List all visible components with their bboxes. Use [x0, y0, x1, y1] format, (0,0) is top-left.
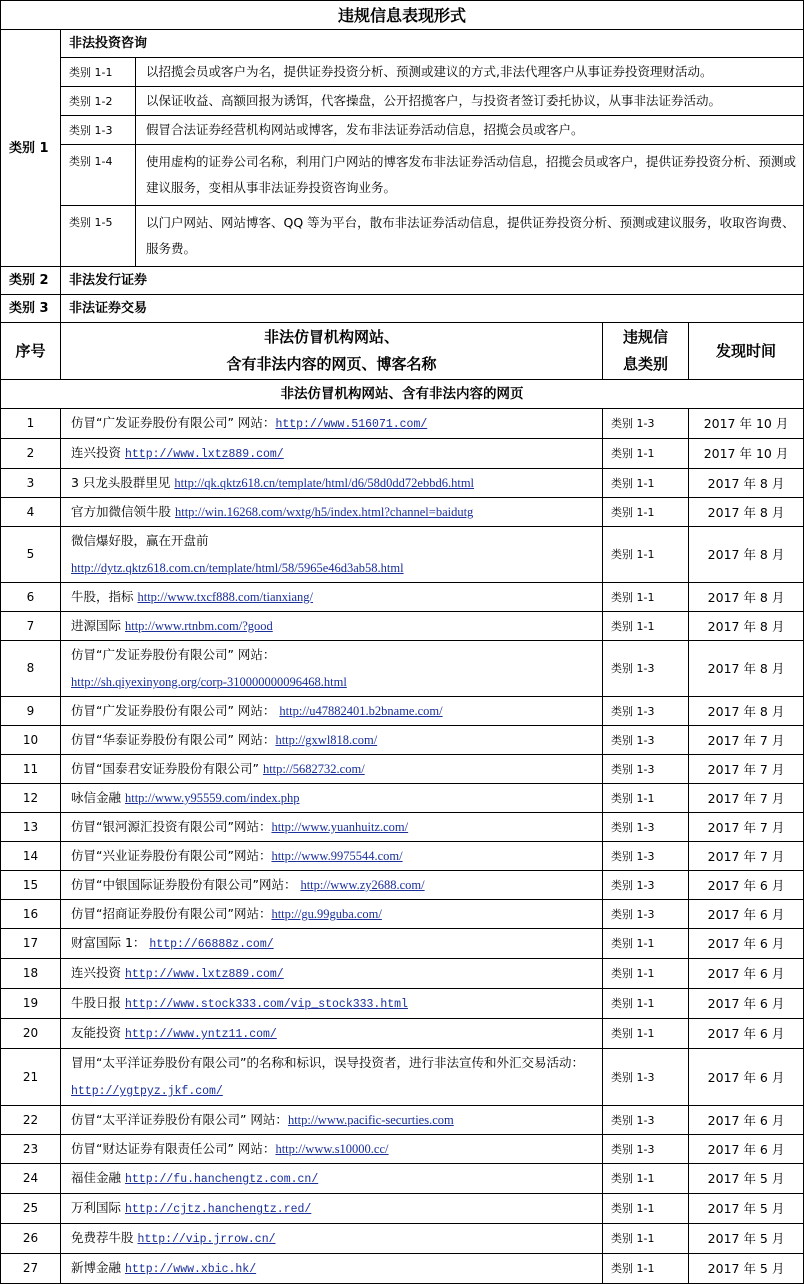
discovery-date: 2017 年 7 月 [689, 784, 804, 813]
site-name-cell [61, 755, 603, 784]
column-header-name-line2: 含有非法内容的网页、博客名称 [226, 355, 437, 373]
table-row [1, 929, 804, 959]
site-name-cell [61, 527, 603, 583]
discovery-date: 2017 年 6 月 [689, 1049, 804, 1106]
table-row [1, 1019, 804, 1049]
site-url-link[interactable]: http://dytz.qktz618.com.cn/template/html/58/5965e46d3ab58.html [71, 561, 404, 575]
table-row [1, 842, 804, 871]
site-name: 仿冒“广发证券股份有限公司” 网站： [71, 703, 280, 718]
site-url-link[interactable]: http://gxwl818.com/ [275, 733, 378, 747]
site-url-link[interactable]: http://www.rtnbm.com/?good [124, 619, 273, 633]
row-number: 27 [1, 1254, 61, 1284]
violation-type: 类别 1-3 [603, 1106, 689, 1135]
site-name-cell [61, 1254, 603, 1284]
row-number: 3 [1, 469, 61, 498]
site-url-link[interactable]: http://vip.jrrow.cn/ [137, 1233, 276, 1246]
violation-type: 类别 1-1 [603, 959, 689, 989]
discovery-date: 2017 年 10 月 [689, 409, 804, 439]
site-name-cell [61, 1049, 603, 1106]
violation-type: 类别 1-3 [603, 726, 689, 755]
site-name-cell [61, 726, 603, 755]
discovery-date: 2017 年 6 月 [689, 959, 804, 989]
violation-type: 类别 1-1 [603, 929, 689, 959]
column-header-seq: 序号 [1, 323, 61, 380]
site-name: 连兴投资 [71, 965, 125, 980]
discovery-date: 2017 年 5 月 [689, 1254, 804, 1284]
row-number: 9 [1, 697, 61, 726]
table-row [1, 1106, 804, 1135]
site-url-link[interactable]: http://www.xbic.hk/ [124, 1263, 257, 1276]
site-name-cell [61, 612, 603, 641]
site-url-link[interactable]: http://gu.99guba.com/ [271, 907, 382, 921]
row-number: 8 [1, 641, 61, 697]
table-row [1, 813, 804, 842]
discovery-date: 2017 年 5 月 [689, 1164, 804, 1194]
site-name-cell [61, 641, 603, 697]
violation-type: 类别 1-3 [603, 871, 689, 900]
column-header-type [603, 323, 689, 380]
site-name: 连兴投资 [71, 445, 125, 460]
column-header-type-line1: 违规信 [622, 328, 668, 346]
subcategory-description: 以招揽会员或客户为名，提供证券投资分析、预测或建议的方式,非法代理客户从事证券投资理财活动。 [136, 58, 804, 87]
discovery-date: 2017 年 8 月 [689, 527, 804, 583]
violation-type: 类别 1-3 [603, 1049, 689, 1106]
category-2-label: 类别 2 [1, 267, 61, 295]
site-url-link[interactable]: http://qk.qktz618.cn/template/html/d6/58d0dd72ebbd6.html [174, 476, 475, 490]
site-name-cell [61, 1019, 603, 1049]
row-number: 11 [1, 755, 61, 784]
violation-type: 类别 1-1 [603, 1254, 689, 1284]
violation-type: 类别 1-1 [603, 439, 689, 469]
discovery-date: 2017 年 8 月 [689, 583, 804, 612]
discovery-date: 2017 年 8 月 [689, 469, 804, 498]
violation-type: 类别 1-1 [603, 1194, 689, 1224]
site-url-link[interactable]: http://ygtpyz.jkf.com/ [71, 1085, 223, 1098]
violation-type: 类别 1-3 [603, 755, 689, 784]
category-3-label: 类别 3 [1, 295, 61, 323]
row-number: 7 [1, 612, 61, 641]
table-row [1, 755, 804, 784]
discovery-date: 2017 年 7 月 [689, 726, 804, 755]
subcategory-code: 类别 1-2 [61, 87, 136, 116]
site-name: 仿冒“招商证券股份有限公司”网站： [71, 906, 272, 921]
violation-type: 类别 1-3 [603, 842, 689, 871]
site-url-link[interactable]: http://www.lxtz889.com/ [124, 448, 284, 461]
site-name: 仿冒“国泰君安证券股份有限公司” [71, 761, 263, 776]
discovery-date: 2017 年 6 月 [689, 989, 804, 1019]
site-name-cell [61, 842, 603, 871]
subcategory-description: 以门户网站、网站博客、QQ 等为平台，散布非法证券活动信息，提供证券投资分析、预测或建议服务，收取咨询费、服务费。 [136, 206, 804, 267]
table-row [1, 871, 804, 900]
violation-type: 类别 1-3 [603, 900, 689, 929]
site-url-link[interactable]: http://www.s10000.cc/ [275, 1142, 389, 1156]
site-name: 仿冒“中银国际证券股份有限公司”网站： [71, 877, 301, 892]
row-number: 22 [1, 1106, 61, 1135]
violation-type: 类别 1-1 [603, 1019, 689, 1049]
table-row [1, 527, 804, 583]
site-name: 进源国际 [71, 618, 125, 633]
violation-type: 类别 1-1 [603, 1224, 689, 1254]
row-number: 10 [1, 726, 61, 755]
site-name-cell [61, 871, 603, 900]
site-url-link[interactable]: http://www.yuanhuitz.com/ [271, 820, 409, 834]
table-row [1, 583, 804, 612]
site-name-cell [61, 813, 603, 842]
row-number: 17 [1, 929, 61, 959]
violation-type: 类别 1-1 [603, 1164, 689, 1194]
site-url-link[interactable]: http://fu.hanchengtz.com.cn/ [124, 1173, 319, 1186]
violation-type: 类别 1-1 [603, 498, 689, 527]
site-name: 官方加微信领牛股 [71, 504, 175, 519]
table-row [1, 409, 804, 439]
site-name-cell [61, 959, 603, 989]
site-name-cell [61, 409, 603, 439]
site-name-cell [61, 583, 603, 612]
row-number: 14 [1, 842, 61, 871]
site-name-cell [61, 1164, 603, 1194]
subcategory-description: 以保证收益、高额回报为诱饵，代客操盘，公开招揽客户，与投资者签订委托协议，从事非法证券活动。 [136, 87, 804, 116]
discovery-date: 2017 年 5 月 [689, 1194, 804, 1224]
site-url-link[interactable]: http://www.pacific-securties.com [287, 1113, 454, 1127]
table-row [1, 439, 804, 469]
site-url-link[interactable]: http://www.9975544.com/ [271, 849, 403, 863]
table-row [1, 784, 804, 813]
discovery-date: 2017 年 6 月 [689, 1019, 804, 1049]
discovery-date: 2017 年 8 月 [689, 612, 804, 641]
subcategory-code: 类别 1-1 [61, 58, 136, 87]
site-url-link[interactable]: http://66888z.com/ [149, 938, 274, 951]
table-row [1, 1135, 804, 1164]
violation-type: 类别 1-3 [603, 697, 689, 726]
row-number: 12 [1, 784, 61, 813]
table-row [1, 726, 804, 755]
site-name-cell [61, 1224, 603, 1254]
site-name: 仿冒“兴业证券股份有限公司”网站： [71, 848, 272, 863]
discovery-date: 2017 年 5 月 [689, 1224, 804, 1254]
site-name: 仿冒“银河源汇投资有限公司”网站： [71, 819, 272, 834]
site-url-link[interactable]: http://www.stock333.com/vip_stock333.html [124, 998, 408, 1011]
discovery-date: 2017 年 8 月 [689, 498, 804, 527]
site-url-link[interactable]: http://www.txcf888.com/tianxiang/ [137, 590, 314, 604]
site-name-cell [61, 469, 603, 498]
site-name: 仿冒“华泰证券股份有限公司” 网站： [71, 732, 276, 747]
table-row [1, 697, 804, 726]
discovery-date: 2017 年 10 月 [689, 439, 804, 469]
category-2-heading: 非法发行证券 [61, 267, 804, 295]
site-name: 万利国际 [71, 1200, 125, 1215]
table-row [1, 612, 804, 641]
site-url-link[interactable]: http://win.16268.com/wxtg/h5/index.html?channel=baidutg [174, 505, 474, 519]
discovery-date: 2017 年 7 月 [689, 842, 804, 871]
violation-type: 类别 1-1 [603, 469, 689, 498]
violation-type: 类别 1-1 [603, 583, 689, 612]
table-row [1, 1254, 804, 1284]
table-row [1, 498, 804, 527]
row-number: 18 [1, 959, 61, 989]
site-name: 免费荐牛股 [71, 1230, 138, 1245]
row-number: 21 [1, 1049, 61, 1106]
row-number: 6 [1, 583, 61, 612]
violation-type: 类别 1-3 [603, 813, 689, 842]
site-name-cell [61, 989, 603, 1019]
site-url-link[interactable]: http://5682732.com/ [262, 762, 365, 776]
row-number: 1 [1, 409, 61, 439]
site-name: 仿冒“广发证券股份有限公司” 网站： [71, 647, 276, 662]
row-number: 25 [1, 1194, 61, 1224]
site-name: 牛股日报 [71, 995, 125, 1010]
table-row [1, 1164, 804, 1194]
site-name: 友能投资 [71, 1025, 125, 1040]
table-row [1, 1194, 804, 1224]
row-number: 5 [1, 527, 61, 583]
row-number: 26 [1, 1224, 61, 1254]
site-name: 福佳金融 [71, 1170, 125, 1185]
site-name: 仿冒“财达证券有限责任公司” 网站： [71, 1141, 276, 1156]
table-row [1, 1049, 804, 1106]
violation-type: 类别 1-3 [603, 641, 689, 697]
site-name: 牛股，指标 [71, 589, 138, 604]
column-header-name [61, 323, 603, 380]
table-row [1, 900, 804, 929]
subcategory-code: 类别 1-3 [61, 116, 136, 145]
category-1-label: 类别 1 [1, 30, 61, 267]
site-name-cell [61, 784, 603, 813]
discovery-date: 2017 年 8 月 [689, 697, 804, 726]
site-name-cell [61, 900, 603, 929]
site-name: 微信爆好股，赢在开盘前 [71, 533, 209, 548]
row-number: 20 [1, 1019, 61, 1049]
site-name-cell [61, 439, 603, 469]
violation-type: 类别 1-3 [603, 409, 689, 439]
site-name: 3 只龙头股群里见 [71, 475, 175, 490]
site-url-link[interactable]: http://sh.qiyexinyong.org/corp-310000000096468.html [71, 675, 347, 689]
discovery-date: 2017 年 7 月 [689, 813, 804, 842]
site-name: 咏信金融 [71, 790, 125, 805]
violation-type: 类别 1-3 [603, 1135, 689, 1164]
site-name-cell [61, 929, 603, 959]
site-url-link[interactable]: http://www.y95559.com/index.php [124, 791, 300, 805]
table-row [1, 641, 804, 697]
site-name-cell [61, 498, 603, 527]
violation-type: 类别 1-1 [603, 989, 689, 1019]
discovery-date: 2017 年 7 月 [689, 755, 804, 784]
row-number: 23 [1, 1135, 61, 1164]
violation-type: 类别 1-1 [603, 784, 689, 813]
discovery-date: 2017 年 6 月 [689, 1106, 804, 1135]
subcategory-description: 使用虚构的证券公司名称，利用门户网站的博客发布非法证券活动信息，招揽会员或客户，提供证券投资分析、预测或建议服务，变相从事非法证券投资咨询业务。 [136, 145, 804, 206]
site-name-cell [61, 697, 603, 726]
violation-type: 类别 1-1 [603, 527, 689, 583]
discovery-date: 2017 年 6 月 [689, 871, 804, 900]
site-name: 仿冒“广发证券股份有限公司” 网站： [71, 415, 276, 430]
category-1-heading: 非法投资咨询 [61, 30, 804, 58]
subcategory-description: 假冒合法证券经营机构网站或博客，发布非法证券活动信息，招揽会员或客户。 [136, 116, 804, 145]
discovery-date: 2017 年 8 月 [689, 641, 804, 697]
column-header-date: 发现时间 [689, 323, 804, 380]
row-number: 15 [1, 871, 61, 900]
table-row [1, 959, 804, 989]
column-header-type-line2: 息类别 [622, 355, 668, 373]
site-name: 新博金融 [71, 1260, 125, 1275]
column-header-name-line1: 非法仿冒机构网站、 [263, 328, 399, 346]
category-3-heading: 非法证券交易 [61, 295, 804, 323]
site-name: 冒用“太平洋证券股份有限公司”的名称和标识，误导投资者，进行非法宣传和外汇交易活动： [71, 1055, 584, 1070]
row-number: 13 [1, 813, 61, 842]
discovery-date: 2017 年 6 月 [689, 900, 804, 929]
site-name-cell [61, 1106, 603, 1135]
site-url-link[interactable]: http://www.516071.com/ [275, 418, 428, 431]
discovery-date: 2017 年 6 月 [689, 929, 804, 959]
table-row [1, 1224, 804, 1254]
table-title: 违规信息表现形式 [1, 1, 804, 30]
row-number: 2 [1, 439, 61, 469]
row-number: 19 [1, 989, 61, 1019]
violation-type: 类别 1-1 [603, 612, 689, 641]
site-name-cell [61, 1194, 603, 1224]
table-row [1, 989, 804, 1019]
site-url-link[interactable]: http://www.yntz11.com/ [124, 1028, 277, 1041]
site-name: 财富国际 1： [71, 935, 150, 950]
row-number: 24 [1, 1164, 61, 1194]
row-number: 4 [1, 498, 61, 527]
site-name-cell [61, 1135, 603, 1164]
site-name: 仿冒“太平洋证券股份有限公司” 网站： [71, 1112, 288, 1127]
section-title: 非法仿冒机构网站、含有非法内容的网页 [1, 380, 804, 409]
row-number: 16 [1, 900, 61, 929]
site-url-link[interactable]: http://www.zy2688.com/ [300, 878, 425, 892]
site-url-link[interactable]: http://u47882401.b2bname.com/ [279, 704, 443, 718]
subcategory-code: 类别 1-5 [61, 206, 136, 267]
site-url-link[interactable]: http://cjtz.hanchengtz.red/ [124, 1203, 312, 1216]
table-row [1, 469, 804, 498]
site-url-link[interactable]: http://www.lxtz889.com/ [124, 968, 284, 981]
subcategory-code: 类别 1-4 [61, 145, 136, 206]
discovery-date: 2017 年 6 月 [689, 1135, 804, 1164]
